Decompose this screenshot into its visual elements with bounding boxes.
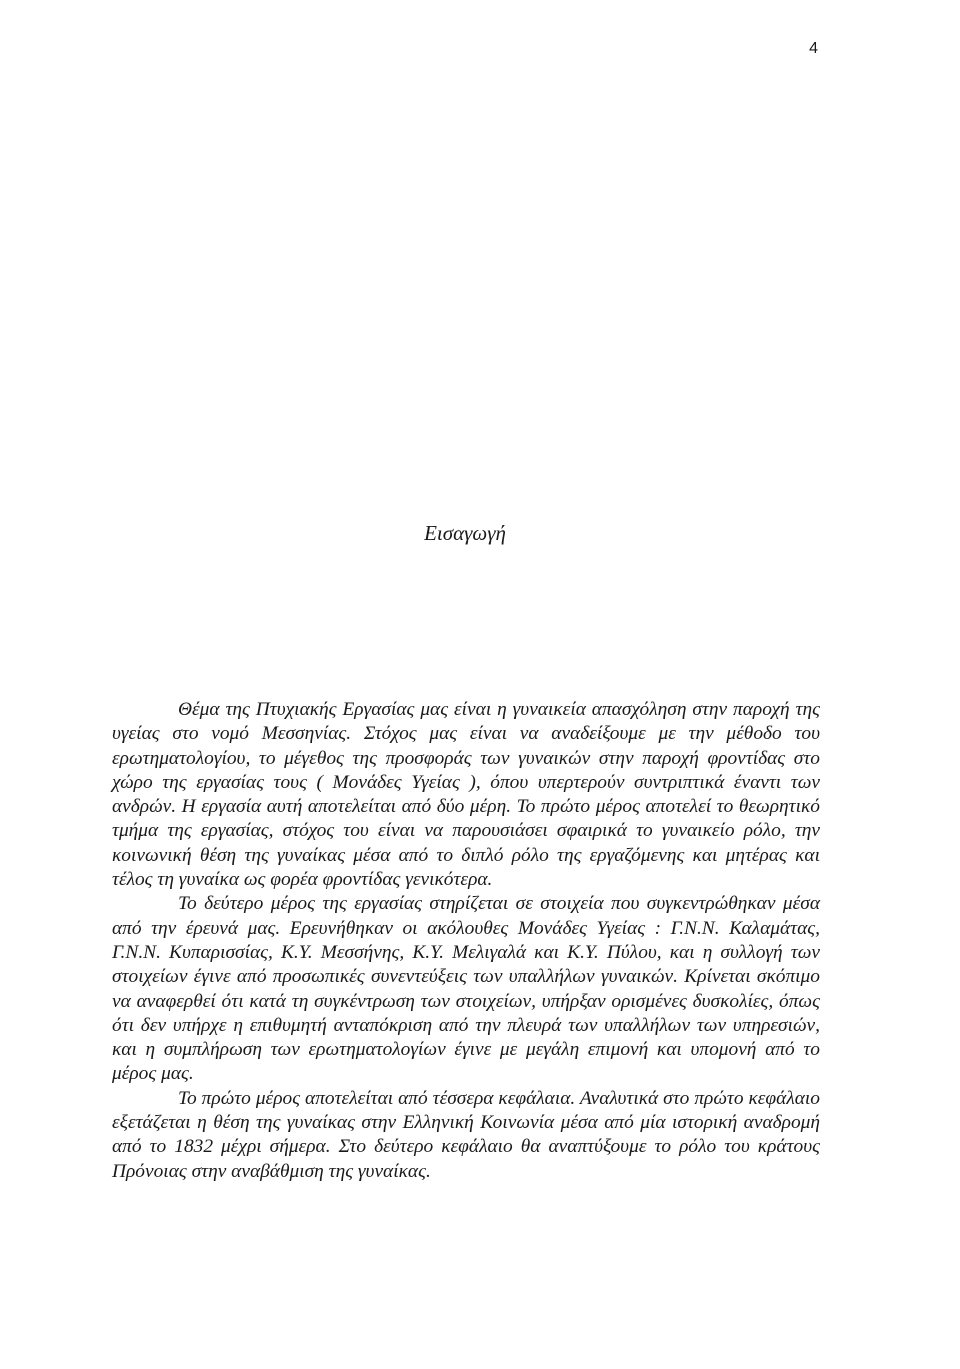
page-number: 4: [809, 40, 818, 57]
paragraph-research: Το δεύτερο μέρος της εργασίας στηρίζεται σε στοιχεία που συγκεντρώθηκαν μέσα από την έρευνά μας. Ερευνήθηκαν οι ακόλουθες Μονάδες Υγείας : Γ.Ν.Ν. Καλαμάτας, Γ.Ν.Ν. Κυπαρισσίας, Κ.Υ. Μεσσήνης, Κ.Υ. Μελιγαλά και Κ.Υ. Πύλου, και η συλλογή των στοιχείων έγινε από προσωπικές συνεντεύξεις των υπαλλήλων γυναικών. Κρίνεται σκόπιμο να αναφερθεί ότι κατά τη συγκέντρωση των στοιχείων, υπήρξαν ορισμένες δυσκολίες, όπως ότι δεν υπήρχε η επιθυμητή ανταπόκριση από την πλευρά των υπαλλήλων των υπηρεσιών, και η συμπλήρωση των ερωτηματολογίων έγινε με μεγάλη επιμονή και υπομονή από το μέρος μας.: [112, 893, 820, 1085]
paragraph-structure: Το πρώτο μέρος αποτελείται από τέσσερα κεφάλαια. Αναλυτικά στο πρώτο κεφάλαιο εξετάζεται η θέση της γυναίκας στην Ελληνική Κοινωνία μέσα από μία ιστορική αναδρομή από το 1832 μέχρι σήμερα. Στο δεύτερο κεφάλαιο θα αναπτύξουμε το ρόλο του κράτους Πρόνοιας στην αναβάθμιση της γυναίκας.: [112, 1087, 820, 1182]
section-title: Εισαγωγή: [424, 521, 506, 545]
body-text: [112, 698, 820, 1184]
paragraph-intro: Θέμα της Πτυχιακής Εργασίας μας είναι η γυναικεία απασχόληση στην παροχή της υγείας στο νομό Μεσσηνίας. Στόχος μας είναι να αναδείξουμε με την μέθοδο του ερωτηματολογίου, το μέγεθος της προσφοράς των γυναικών στην παροχή φροντίδας στο χώρο της εργασίας τους ( Μονάδες Υγείας ), όπου υπερτερούν συντριπτικά έναντι των ανδρών. Η εργασία αυτή αποτελείται από δύο μέρη. Το πρώτο μέρος αποτελεί το θεωρητικό τμήμα της εργασίας, στόχος του είναι να παρουσιάσει σφαιρικά το γυναικείο ρόλο, την κοινωνική θέση της γυναίκας μέσα από το διπλό ρόλο της εργαζόμενης και μητέρας και τέλος τη γυναίκα ως φορέα φροντίδας γενικότερα.: [112, 699, 820, 891]
